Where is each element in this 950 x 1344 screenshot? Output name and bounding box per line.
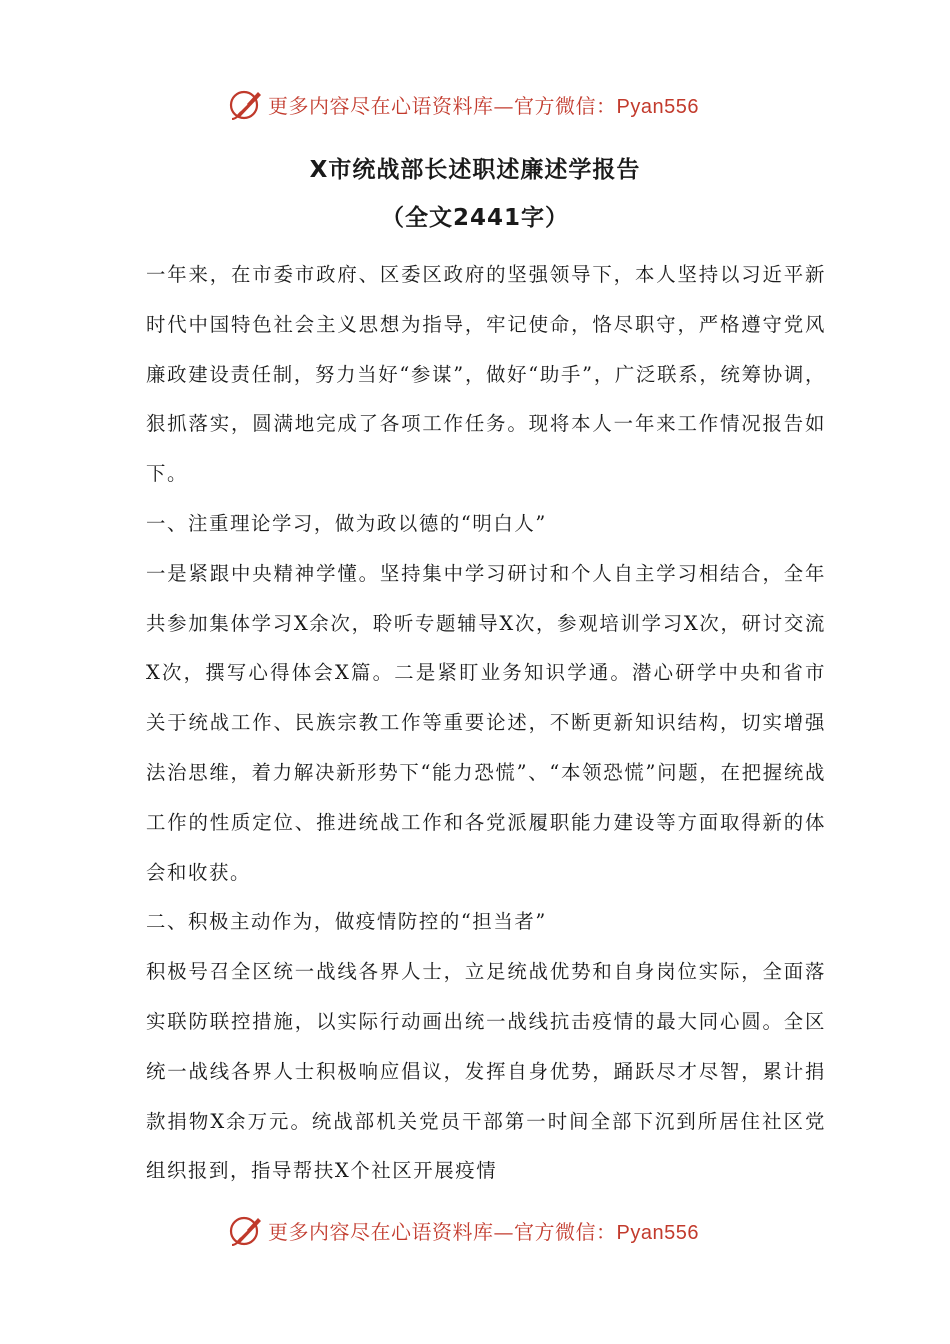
document-title: X市统战部长述职述廉述学报告	[309, 157, 641, 183]
paragraph-section-2: 积极号召全区统一战线各界人士，立足统战优势和自身岗位实际，全面落实联防联控措施，以实际行动画出统一战线抗击疫情的最大同心圆。全区统一战线各界人士积极响应倡议，发挥自身优势，踊跃尽才尽智，累计捐款捐物X余万元。统战部机关党员干部第一时间全部下沉到所居住社区党组织报到，指导帮扶X个社区开展疫情	[146, 960, 826, 1183]
wechat-account: Pyan556	[616, 1221, 699, 1244]
document-subtitle: （全文2441字）	[380, 205, 569, 231]
document-body	[146, 250, 826, 1196]
paragraph-intro: 一年来，在市委市政府、区委区政府的坚强领导下，本人坚持以习近平新时代中国特色社会主义思想为指导，牢记使命，恪尽职守，严格遵守党风廉政建设责任制，努力当好“参谋”，做好“助手”，广泛联系，统筹协调，狠抓落实，圆满地完成了各项工作任务。现将本人一年来工作情况报告如下。	[146, 263, 826, 486]
paragraph-section-1: 一是紧跟中央精神学懂。坚持集中学习研讨和个人自主学习相结合，全年共参加集体学习X余次，聆听专题辅导X次，参观培训学习X次，研讨交流X次，撰写心得体会X篇。二是紧盯业务知识学通。潜心研学中央和省市关于统战工作、民族宗教工作等重要论述，不断更新知识结构，切实增强法治思维，着力解决新形势下“能力恐慌”、“本领恐慌”问题，在把握统战工作的性质定位、推进统战工作和各党派履职能力建设等方面取得新的体会和收获。	[146, 561, 826, 884]
quill-logo-icon	[228, 1212, 264, 1248]
banner-text: 更多内容尽在心语资料库—官方微信：Pyan556	[268, 93, 699, 118]
section-heading-1: 一、注重理论学习，做为政以德的“明白人”	[146, 511, 547, 535]
footer-banner	[228, 1210, 699, 1250]
section-heading-2: 二、积极主动作为，做疫情防控的“担当者”	[146, 910, 547, 934]
wechat-account: Pyan556	[616, 95, 699, 118]
header-banner	[228, 84, 699, 124]
banner-text: 更多内容尽在心语资料库—官方微信：Pyan556	[268, 1219, 699, 1244]
quill-logo-icon	[228, 86, 264, 122]
